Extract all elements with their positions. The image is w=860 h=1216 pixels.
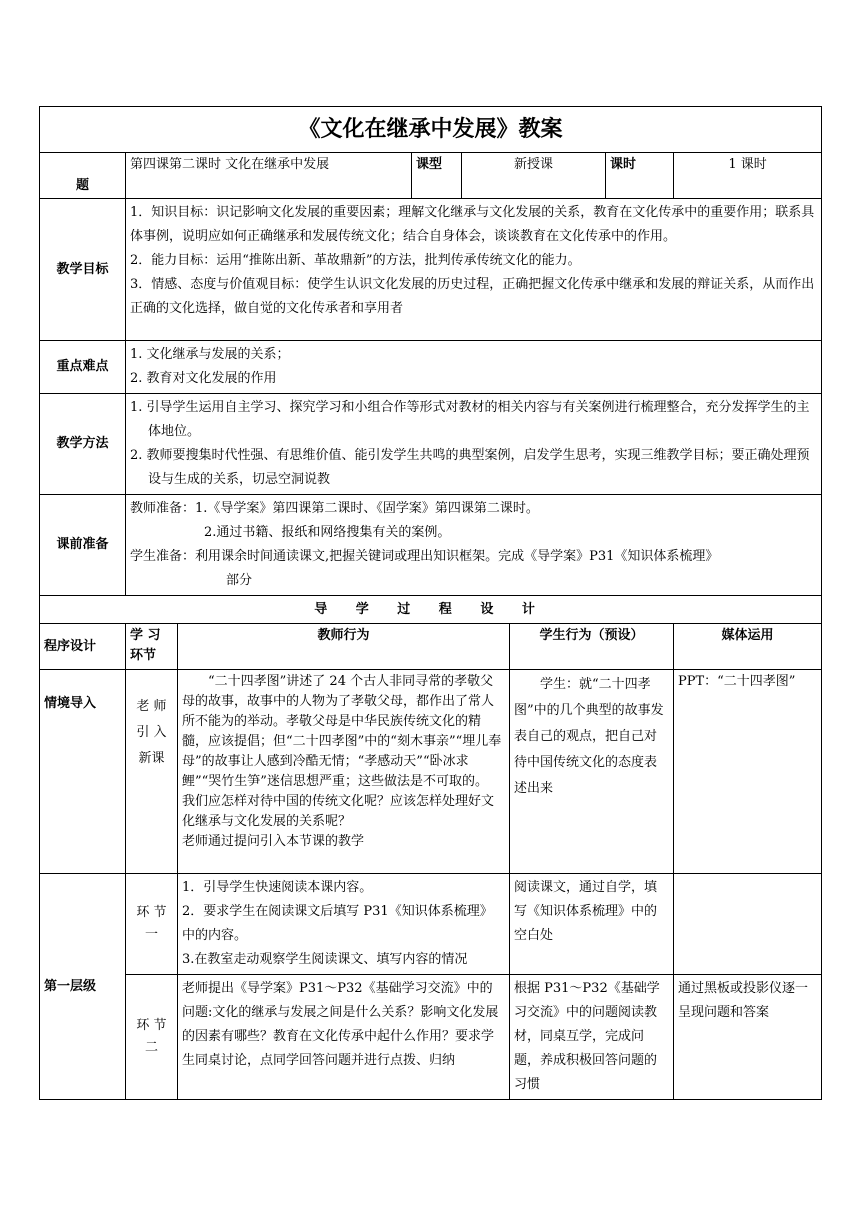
step2-teacher: 老师提出《导学案》P31～P32《基础学习交流》中的问题:文化的继承与发展之间是什么关系？影响文化发展的因素有哪些？教育在文化传承中起什么作用？要求学生同桌讨论，点同学回答问题并进行点拨、归纳 [178,975,510,1100]
step1-student: 阅读课文，通过自学，填写《知识体系梳理》中的空白处 [510,874,674,975]
type-label: 课型 [412,153,462,199]
lesson-plan [39,106,821,1100]
goals-content [126,199,822,341]
methods-content [126,394,822,495]
prep-teacher-line: 教师准备：1.《导学案》第四课第二课时、《固学案》第四课第二课时。 [130,501,539,516]
keypoint-item: 1. 文化继承与发展的关系； [130,347,290,362]
intro-stage: 老 师 引 入 新课 [126,670,178,874]
intro-media: PPT：“二十四孝图” [674,670,822,874]
goal-item: 3．情感、态度与价值观目标：使学生认识文化发展的历史过程，正确把握文化传承中继承和发展的辩证关系，从而作出正确的文化选择，做自觉的文化传承者和享用者 [130,277,815,316]
prep-student-line: 学生准备：利用课余时间通读课文,把握关键词或理出知识框架。完成《导学案》P31《知识体系梳理》 [130,549,719,564]
method-item: 2. 教师要搜集时代性强、有思维价值、能引发学生共鸣的典型案例，启发学生思考，实现三维教学目标；要正确处理预设与生成的关系，切忌空洞说教 [130,448,810,487]
level1-program: 第一层级 [40,874,126,1100]
step2-media: 通过黑板或投影仪逐一呈现问题和答案 [674,975,822,1100]
keypoints-label: 重点难点 [40,341,126,394]
goal-item: 1．知识目标：识记影响文化发展的重要因素；理解文化继承与文化发展的关系，教育在文化传承中的重要作用；联系具体事例，说明应如何正确继承和发展传统文化；结合自身体会，谈谈教育在文化传承中的作用。 [130,205,815,244]
type-value: 新授课 [462,153,606,199]
hours-label: 课时 [606,153,674,199]
prep-label: 课前准备 [40,495,126,596]
goal-item: 2．能力目标：运用“推陈出新、革故鼎新”的方法，批判传承传统文化的能力。 [130,253,581,268]
prep-teacher-line: 2.通过书籍、报纸和网络搜集有关的案例。 [204,525,451,540]
intro-teacher [178,670,510,874]
step1-stage: 环 节 一 [126,874,178,975]
step2-stage: 环 节 二 [126,975,178,1100]
topic-value: 第四课第二课时 文化在继承中发展 [126,153,412,199]
header-program: 程序设计 [40,624,126,670]
keypoint-item: 2. 教育对文化发展的作用 [130,371,277,386]
lesson-plan-table [39,106,822,1100]
hours-value: 1 课时 [674,153,822,199]
intro-program: 情境导入 [40,670,126,874]
step1-media [674,874,822,975]
step1-teacher [178,874,510,975]
intro-student: 学生：就“二十四孝图”中的几个典型的故事发表自己的观点，把自己对待中国传统文化的态度表述出来 [510,670,674,874]
topic-label: 题 [40,153,126,199]
keypoints-content [126,341,822,394]
header-media: 媒体运用 [674,624,822,670]
step1-teacher-line: 3.在教室走动观察学生阅读课文、填写内容的情况 [182,952,468,967]
header-teacher: 教师行为 [178,624,510,670]
page-title: 《文化在继承中发展》教案 [40,107,822,153]
goals-label: 教学目标 [40,199,126,341]
method-item: 1. 引导学生运用自主学习、探究学习和小组合作等形式对教材的相关内容与有关案例进行梳理整合，充分发挥学生的主体地位。 [130,400,810,439]
step1-teacher-line: 1．引导学生快速阅读本课内容。 [182,880,373,895]
methods-label: 教学方法 [40,394,126,495]
process-title: 导 学 过 程 设 计 [40,596,822,624]
prep-content [126,495,822,596]
header-stage: 学 习 环节 [126,624,178,670]
intro-teacher-para: 我们应怎样对待中国的传统文化呢？应该怎样处理好文化继承与文化发展的关系呢？ [182,794,495,829]
intro-teacher-para: “二十四孝图”讲述了 24 个古人非同寻常的孝敬父母的故事，故事中的人物为了孝敬父母，都作出了常人所不能为的举动。孝敬父母是中华民族传统文化的精髓，应该提倡；但“二十四孝图”中的“刻木事亲”“埋儿奉母”的故事让人感到冷酷无情；“孝感动天”“卧冰求鲤”“哭竹生笋”迷信思想严重；这些做法是不可取的。 [182,674,502,789]
prep-student-line: 部分 [226,573,253,588]
step1-teacher-line: 2．要求学生在阅读课文后填写 P31《知识体系梳理》中的内容。 [182,904,493,943]
header-student: 学生行为（预设） [510,624,674,670]
step2-student: 根据 P31～P32《基础学习交流》中的问题阅读教材，同桌互学，完成问题，养成积极回答问题的习惯 [510,975,674,1100]
intro-teacher-para: 老师通过提问引入本节课的教学 [182,834,365,849]
